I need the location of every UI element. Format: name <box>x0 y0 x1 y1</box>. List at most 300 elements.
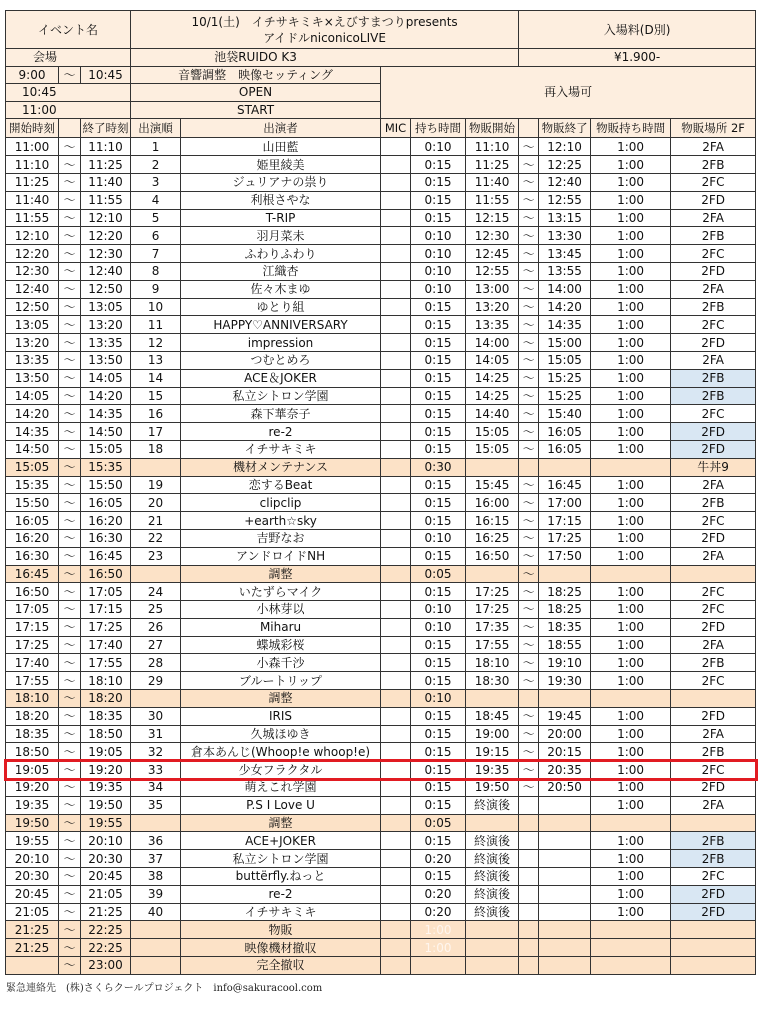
schedule-row <box>6 209 756 227</box>
merch-start-cell <box>466 921 519 939</box>
mic-cell <box>381 618 411 636</box>
start-tilde-cell: 〜 <box>59 156 81 174</box>
merch-start-cell: 13:00 <box>466 280 519 298</box>
performer-cell: 山田藍 <box>181 138 381 156</box>
order-cell: 39 <box>131 885 181 903</box>
merch-start-cell <box>466 458 519 476</box>
start-time-cell: 15:35 <box>6 476 59 494</box>
merch-tilde-cell: 〜 <box>519 476 539 494</box>
performer-cell: 私立シトロン学園 <box>181 387 381 405</box>
duration-cell: 0:10 <box>411 245 466 263</box>
mic-cell <box>381 601 411 619</box>
end-time-cell: 17:40 <box>81 636 131 654</box>
performer-cell: impression <box>181 334 381 352</box>
mic-cell <box>381 173 411 191</box>
merch-place-cell: 2FD <box>671 262 756 280</box>
start-time-cell: 13:20 <box>6 334 59 352</box>
merch-duration-cell: 1:00 <box>591 387 671 405</box>
duration-cell: 0:10 <box>411 262 466 280</box>
merch-tilde-cell: 〜 <box>519 138 539 156</box>
mic-cell <box>381 476 411 494</box>
merch-start-cell: 終演後 <box>466 868 519 886</box>
end-time-cell: 14:05 <box>81 369 131 387</box>
merch-place-cell <box>671 957 756 975</box>
end-time-cell: 20:45 <box>81 868 131 886</box>
order-cell: 4 <box>131 191 181 209</box>
merch-tilde-cell <box>519 832 539 850</box>
reentry-note: 再入場可 <box>381 66 756 119</box>
order-cell: 10 <box>131 298 181 316</box>
merch-start-cell: 12:55 <box>466 262 519 280</box>
merch-duration-cell: 1:00 <box>591 832 671 850</box>
duration-cell: 0:15 <box>411 298 466 316</box>
start-tilde-cell: 〜 <box>59 529 81 547</box>
merch-duration-cell: 1:00 <box>591 298 671 316</box>
merch-start-cell: 15:05 <box>466 440 519 458</box>
merch-start-cell: 17:25 <box>466 601 519 619</box>
order-cell: 1 <box>131 138 181 156</box>
merch-tilde-cell: 〜 <box>519 672 539 690</box>
merch-end-cell: 18:35 <box>539 618 591 636</box>
merch-tilde-cell <box>519 850 539 868</box>
event-title-line2: アイドルniconicoLIVE <box>263 30 386 45</box>
merch-end-cell <box>539 814 591 832</box>
order-cell <box>131 939 181 957</box>
start-tilde-cell: 〜 <box>59 138 81 156</box>
merch-start-cell: 14:05 <box>466 351 519 369</box>
merch-duration-cell: 1:00 <box>591 173 671 191</box>
mic-cell <box>381 743 411 761</box>
mic-cell <box>381 387 411 405</box>
merch-end-cell: 18:55 <box>539 636 591 654</box>
end-time-cell: 13:05 <box>81 298 131 316</box>
merch-place-cell: 2FC <box>671 601 756 619</box>
schedule-row <box>6 903 756 921</box>
schedule-row <box>6 850 756 868</box>
performer-cell: ゆとり組 <box>181 298 381 316</box>
merch-start-cell: 18:45 <box>466 707 519 725</box>
mic-cell <box>381 423 411 441</box>
duration-cell: 0:15 <box>411 209 466 227</box>
merch-duration-cell: 1:00 <box>591 850 671 868</box>
performer-cell: 映像機材撤収 <box>181 939 381 957</box>
end-time-cell: 17:25 <box>81 618 131 636</box>
duration-cell: 0:15 <box>411 779 466 797</box>
duration-cell: 0:15 <box>411 547 466 565</box>
merch-place-cell: 2FA <box>671 547 756 565</box>
end-time-cell: 22:25 <box>81 921 131 939</box>
merch-tilde-cell <box>519 458 539 476</box>
mic-cell <box>381 725 411 743</box>
end-time-cell: 11:55 <box>81 191 131 209</box>
start-tilde-cell: 〜 <box>59 262 81 280</box>
merch-duration-cell: 1:00 <box>591 583 671 601</box>
end-time-cell: 11:40 <box>81 173 131 191</box>
start-time-cell <box>6 957 59 975</box>
duration-cell: 0:10 <box>411 529 466 547</box>
start-tilde-cell: 〜 <box>59 796 81 814</box>
end-time-cell: 16:50 <box>81 565 131 583</box>
merch-tilde-cell: 〜 <box>519 440 539 458</box>
mic-cell <box>381 138 411 156</box>
end-time-cell: 12:20 <box>81 227 131 245</box>
schedule-row <box>6 583 756 601</box>
setup-start-time: 9:00 <box>6 66 59 84</box>
merch-start-cell: 19:15 <box>466 743 519 761</box>
performer-cell: +earth☆sky <box>181 512 381 530</box>
performer-cell: IRIS <box>181 707 381 725</box>
end-time-cell: 18:10 <box>81 672 131 690</box>
merch-tilde-cell: 〜 <box>519 601 539 619</box>
merch-duration-cell <box>591 957 671 975</box>
merch-tilde-cell: 〜 <box>519 529 539 547</box>
performer-cell: 少女フラクタル <box>181 761 381 779</box>
performer-cell: ACE+JOKER <box>181 832 381 850</box>
start-time-cell: 13:35 <box>6 351 59 369</box>
start-time-cell: 11:25 <box>6 173 59 191</box>
mic-cell <box>381 191 411 209</box>
merch-tilde-cell: 〜 <box>519 298 539 316</box>
start-time-cell: 14:05 <box>6 387 59 405</box>
merch-start-cell: 17:35 <box>466 618 519 636</box>
duration-cell: 0:15 <box>411 405 466 423</box>
merch-end-cell <box>539 832 591 850</box>
merch-end-cell: 14:20 <box>539 298 591 316</box>
merch-place-cell: 2FB <box>671 832 756 850</box>
performer-cell: 久城ほゆき <box>181 725 381 743</box>
merch-start-cell: 13:20 <box>466 298 519 316</box>
start-time-cell: 19:35 <box>6 796 59 814</box>
merch-duration-cell: 1:00 <box>591 209 671 227</box>
end-time-cell: 19:20 <box>81 761 131 779</box>
order-cell: 26 <box>131 618 181 636</box>
duration-cell: 0:05 <box>411 565 466 583</box>
mic-cell <box>381 369 411 387</box>
merch-end-cell <box>539 565 591 583</box>
merch-start-cell: 12:15 <box>466 209 519 227</box>
performer-cell: 調整 <box>181 690 381 708</box>
start-tilde-cell: 〜 <box>59 334 81 352</box>
merch-end-cell <box>539 796 591 814</box>
mic-cell <box>381 440 411 458</box>
duration-cell: 0:15 <box>411 351 466 369</box>
merch-duration-cell: 1:00 <box>591 672 671 690</box>
merch-place-cell: 2FD <box>671 529 756 547</box>
end-time-cell: 12:30 <box>81 245 131 263</box>
start-tilde-cell: 〜 <box>59 565 81 583</box>
merch-place-cell: 2FC <box>671 173 756 191</box>
merch-end-cell: 17:15 <box>539 512 591 530</box>
merch-duration-cell: 1:00 <box>591 636 671 654</box>
end-time-cell: 14:20 <box>81 387 131 405</box>
merch-place-cell: 2FC <box>671 672 756 690</box>
merch-place-cell: 牛丼9 <box>671 458 756 476</box>
order-cell <box>131 565 181 583</box>
timetable-sheet <box>5 10 755 994</box>
merch-duration-cell <box>591 939 671 957</box>
order-cell <box>131 458 181 476</box>
start-tilde-cell: 〜 <box>59 583 81 601</box>
merch-end-cell: 12:40 <box>539 173 591 191</box>
schedule-break-row <box>6 690 756 708</box>
merch-end-cell <box>539 458 591 476</box>
performer-cell: 私立シトロン学園 <box>181 850 381 868</box>
start-tilde-cell: 〜 <box>59 351 81 369</box>
end-time-cell: 16:30 <box>81 529 131 547</box>
merch-start-cell: 15:45 <box>466 476 519 494</box>
start-time-cell: 12:20 <box>6 245 59 263</box>
venue-name: 池袋RUIDO K3 <box>131 49 519 67</box>
merch-place-cell: 2FB <box>671 156 756 174</box>
mic-cell <box>381 547 411 565</box>
order-cell: 33 <box>131 761 181 779</box>
start-time-cell: 12:10 <box>6 227 59 245</box>
event-title-row <box>6 11 756 49</box>
start-tilde-cell: 〜 <box>59 298 81 316</box>
schedule-break-row <box>6 458 756 476</box>
order-cell: 37 <box>131 850 181 868</box>
order-cell: 3 <box>131 173 181 191</box>
start-time-cell: 19:05 <box>6 761 59 779</box>
merch-tilde-cell: 〜 <box>519 761 539 779</box>
duration-cell: 0:20 <box>411 903 466 921</box>
order-cell: 40 <box>131 903 181 921</box>
merch-end-cell: 19:45 <box>539 707 591 725</box>
start-time-cell: 12:30 <box>6 262 59 280</box>
merch-place-cell: 2FA <box>671 209 756 227</box>
order-cell: 24 <box>131 583 181 601</box>
merch-end-cell: 16:05 <box>539 423 591 441</box>
schedule-row <box>6 245 756 263</box>
merch-place-cell <box>671 565 756 583</box>
merch-start-cell: 17:55 <box>466 636 519 654</box>
performer-cell: 調整 <box>181 565 381 583</box>
merch-place-cell: 2FD <box>671 903 756 921</box>
duration-cell: 0:30 <box>411 458 466 476</box>
start-time-cell: 21:05 <box>6 903 59 921</box>
merch-place-cell: 2FD <box>671 779 756 797</box>
schedule-row <box>6 476 756 494</box>
merch-tilde-cell <box>519 868 539 886</box>
start-tilde-cell: 〜 <box>59 476 81 494</box>
mic-cell <box>381 280 411 298</box>
duration-cell: 0:10 <box>411 601 466 619</box>
mic-cell <box>381 565 411 583</box>
schedule-row <box>6 796 756 814</box>
performer-cell: 蝶城彩桜 <box>181 636 381 654</box>
merch-end-cell: 16:45 <box>539 476 591 494</box>
mic-cell <box>381 761 411 779</box>
order-cell: 15 <box>131 387 181 405</box>
merch-end-cell: 15:00 <box>539 334 591 352</box>
duration-cell: 0:20 <box>411 850 466 868</box>
schedule-break-row <box>6 565 756 583</box>
start-tilde-cell: 〜 <box>59 405 81 423</box>
merch-duration-cell: 1:00 <box>591 138 671 156</box>
end-time-cell: 23:00 <box>81 957 131 975</box>
merch-place-header: 物販場所 2F <box>671 119 756 138</box>
performer-cell: ブルートリップ <box>181 672 381 690</box>
order-cell: 21 <box>131 512 181 530</box>
end-time-cell: 15:05 <box>81 440 131 458</box>
end-time-cell: 18:20 <box>81 690 131 708</box>
merch-end-cell: 13:45 <box>539 245 591 263</box>
end-time-cell: 17:05 <box>81 583 131 601</box>
end-time-cell: 19:35 <box>81 779 131 797</box>
start-time-cell: 16:50 <box>6 583 59 601</box>
fee-label: 入場料(D別) <box>519 11 756 49</box>
merch-end-cell: 18:25 <box>539 583 591 601</box>
end-time-cell: 20:30 <box>81 850 131 868</box>
start-tilde-cell: 〜 <box>59 547 81 565</box>
duration-cell <box>411 957 466 975</box>
duration-cell: 0:15 <box>411 476 466 494</box>
merch-place-cell: 2FB <box>671 298 756 316</box>
setup-row <box>6 66 756 84</box>
merch-end-cell: 20:15 <box>539 743 591 761</box>
duration-cell: 0:15 <box>411 761 466 779</box>
start-tilde-header <box>59 119 81 138</box>
duration-header: 持ち時間 <box>411 119 466 138</box>
mic-cell <box>381 814 411 832</box>
duration-cell: 0:15 <box>411 832 466 850</box>
order-cell: 27 <box>131 636 181 654</box>
merch-start-cell: 11:25 <box>466 156 519 174</box>
duration-cell: 0:15 <box>411 583 466 601</box>
duration-cell: 0:05 <box>411 814 466 832</box>
mic-cell <box>381 707 411 725</box>
performer-cell: いたずらマイク <box>181 583 381 601</box>
merch-place-cell: 2FD <box>671 618 756 636</box>
order-cell: 25 <box>131 601 181 619</box>
performer-cell: ACE＆JOKER <box>181 369 381 387</box>
mic-header: MIC <box>381 119 411 138</box>
start-time-cell: 11:55 <box>6 209 59 227</box>
schedule-row <box>6 547 756 565</box>
performer-cell: re-2 <box>181 423 381 441</box>
performer-cell: ふわりふわり <box>181 245 381 263</box>
merch-start-cell: 終演後 <box>466 850 519 868</box>
end-time-cell: 19:55 <box>81 814 131 832</box>
duration-cell: 0:15 <box>411 707 466 725</box>
start-time-cell: 21:25 <box>6 939 59 957</box>
start-time-cell: 14:20 <box>6 405 59 423</box>
start-tilde-cell: 〜 <box>59 725 81 743</box>
start-tilde-cell: 〜 <box>59 245 81 263</box>
mic-cell <box>381 796 411 814</box>
merch-place-cell: 2FA <box>671 476 756 494</box>
merch-place-cell: 2FC <box>671 405 756 423</box>
merch-start-cell: 14:40 <box>466 405 519 423</box>
mic-cell <box>381 458 411 476</box>
merch-start-cell: 14:00 <box>466 334 519 352</box>
end-time-cell: 21:05 <box>81 885 131 903</box>
merch-place-cell: 2FA <box>671 796 756 814</box>
start-tilde-cell: 〜 <box>59 209 81 227</box>
merch-duration-cell: 1:00 <box>591 601 671 619</box>
merch-start-cell <box>466 690 519 708</box>
duration-cell: 0:15 <box>411 512 466 530</box>
timetable-body <box>6 138 756 974</box>
merch-end-cell: 14:00 <box>539 280 591 298</box>
merch-place-cell: 2FD <box>671 423 756 441</box>
start-time-cell: 14:50 <box>6 440 59 458</box>
end-time-cell: 11:10 <box>81 138 131 156</box>
order-cell: 31 <box>131 725 181 743</box>
start-label: START <box>131 101 381 119</box>
schedule-row <box>6 529 756 547</box>
schedule-row <box>6 601 756 619</box>
merch-duration-cell: 1:00 <box>591 191 671 209</box>
order-cell <box>131 690 181 708</box>
mic-cell <box>381 334 411 352</box>
open-label: OPEN <box>131 84 381 102</box>
merch-start-cell: 15:05 <box>466 423 519 441</box>
order-cell: 30 <box>131 707 181 725</box>
emergency-contact: 緊急連絡先 (株)さくらクールプロジェクト info@sakuracool.com <box>6 982 323 994</box>
schedule-row <box>6 351 756 369</box>
merch-start-cell: 16:00 <box>466 494 519 512</box>
merch-tilde-header <box>519 119 539 138</box>
end-time-cell: 13:50 <box>81 351 131 369</box>
start-tilde-cell: 〜 <box>59 707 81 725</box>
end-time-cell: 20:10 <box>81 832 131 850</box>
merch-start-cell <box>466 939 519 957</box>
mic-cell <box>381 316 411 334</box>
event-title-line1: 10/1(土) イチサキミキ×えびすまつりpresents <box>191 14 458 29</box>
start-time-cell: 16:20 <box>6 529 59 547</box>
performer-cell: 姫里綾美 <box>181 156 381 174</box>
merch-end-cell: 16:05 <box>539 440 591 458</box>
performer-cell: 物販 <box>181 921 381 939</box>
start-tilde-cell: 〜 <box>59 868 81 886</box>
merch-start-cell: 11:40 <box>466 173 519 191</box>
merch-place-cell: 2FC <box>671 316 756 334</box>
merch-duration-cell: 1:00 <box>591 618 671 636</box>
order-cell: 36 <box>131 832 181 850</box>
schedule-row <box>6 156 756 174</box>
mic-cell <box>381 939 411 957</box>
merch-duration-cell: 1:00 <box>591 796 671 814</box>
order-cell: 22 <box>131 529 181 547</box>
merch-duration-cell: 1:00 <box>591 423 671 441</box>
schedule-row <box>6 173 756 191</box>
start-tilde-cell: 〜 <box>59 885 81 903</box>
start-tilde-cell: 〜 <box>59 369 81 387</box>
merch-end-cell: 12:55 <box>539 191 591 209</box>
end-time-cell: 19:50 <box>81 796 131 814</box>
start-tilde-cell: 〜 <box>59 280 81 298</box>
order-cell: 35 <box>131 796 181 814</box>
order-cell: 13 <box>131 351 181 369</box>
performer-cell: つむとめろ <box>181 351 381 369</box>
merch-start-cell: 19:50 <box>466 779 519 797</box>
performer-cell: re-2 <box>181 885 381 903</box>
merch-start-cell: 18:10 <box>466 654 519 672</box>
merch-end-cell: 17:50 <box>539 547 591 565</box>
schedule-row <box>6 138 756 156</box>
merch-duration-cell: 1:00 <box>591 156 671 174</box>
schedule-row <box>6 387 756 405</box>
start-time-cell: 17:25 <box>6 636 59 654</box>
order-cell: 19 <box>131 476 181 494</box>
merch-tilde-cell <box>519 814 539 832</box>
merch-duration-cell: 1:00 <box>591 227 671 245</box>
merch-place-cell <box>671 921 756 939</box>
merch-start-cell: 14:25 <box>466 387 519 405</box>
merch-end-cell: 19:30 <box>539 672 591 690</box>
schedule-row <box>6 725 756 743</box>
